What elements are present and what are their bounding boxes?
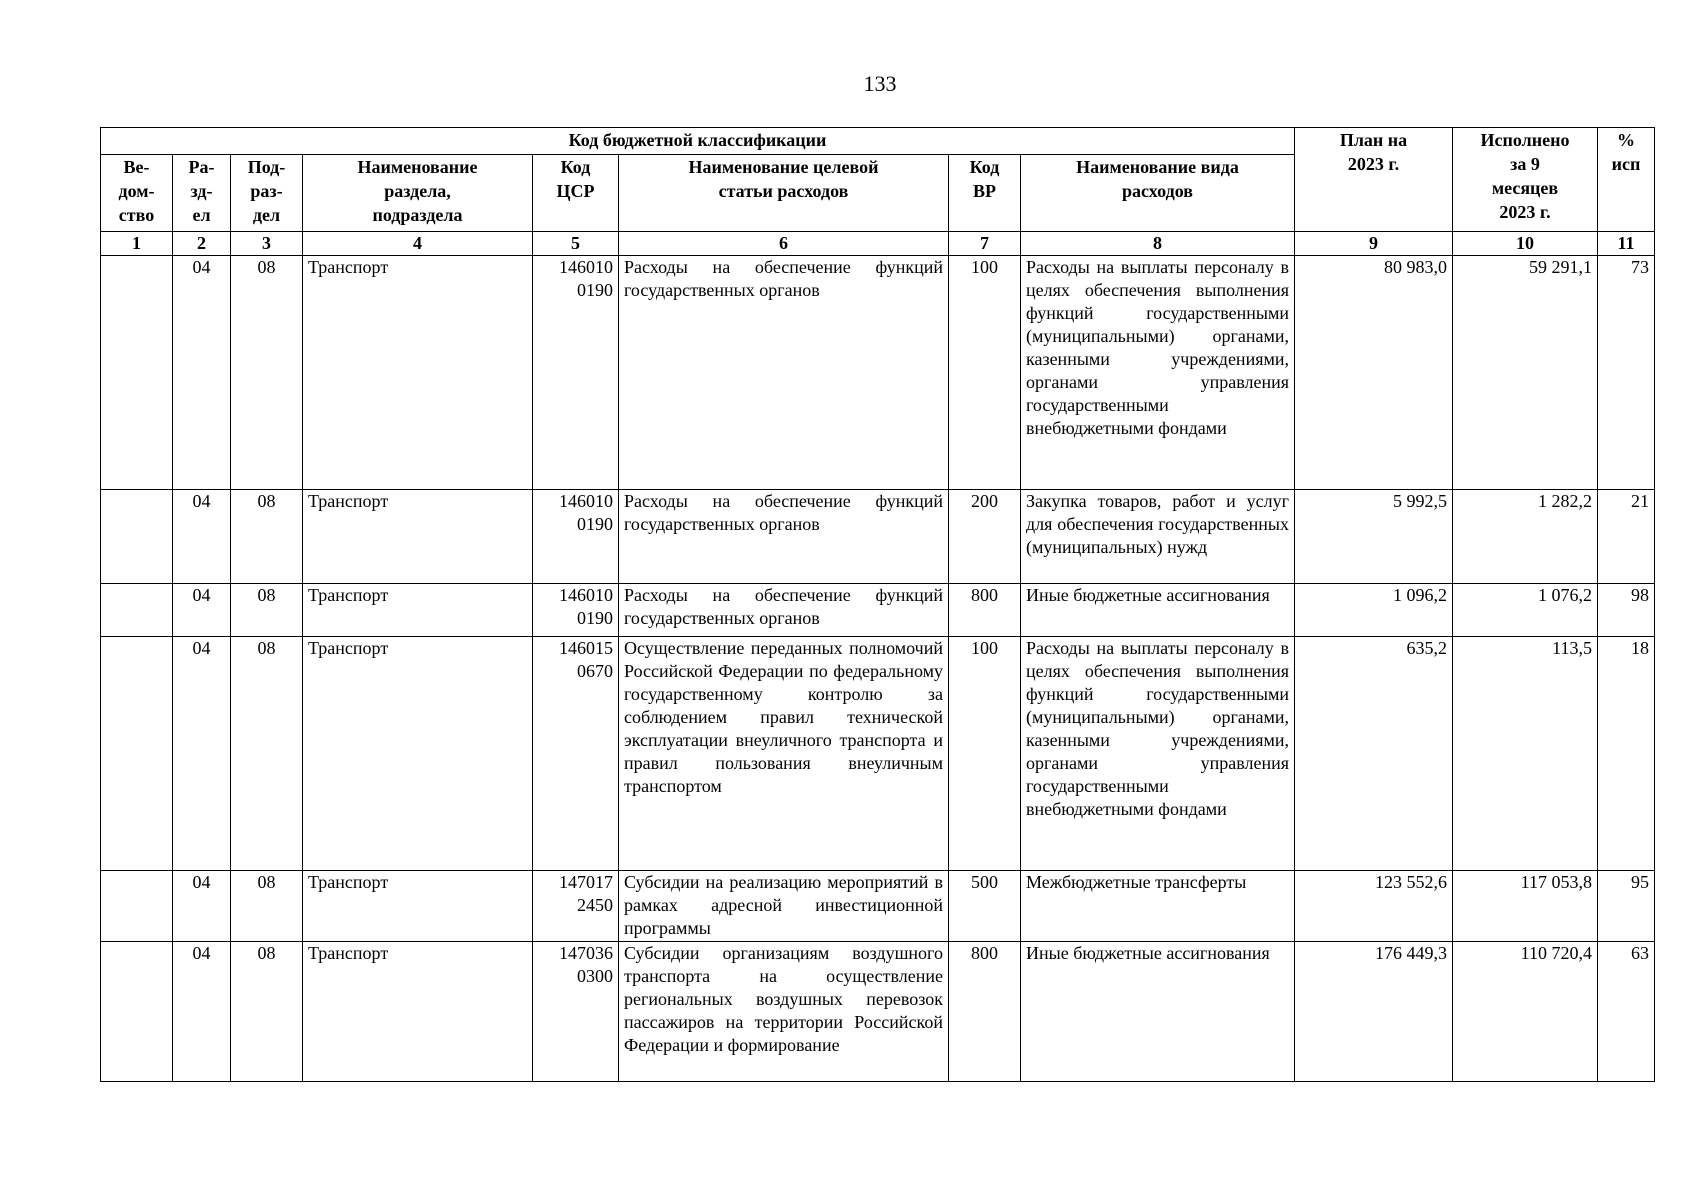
header-group-row [101, 128, 1655, 155]
cell-section-name: Транспорт [303, 871, 533, 942]
header-numbers-row [101, 232, 1655, 256]
cell-csr: 147036 0300 [533, 942, 619, 1082]
cell-section-name: Транспорт [303, 490, 533, 584]
cell-executed: 1 282,2 [1453, 490, 1598, 584]
column-number: 4 [303, 232, 533, 256]
cell-executed: 110 720,4 [1453, 942, 1598, 1082]
cell-podrazdel: 08 [231, 256, 303, 490]
cell-vedomstvo [101, 256, 173, 490]
page-number: 133 [863, 71, 897, 96]
cell-podrazdel: 08 [231, 637, 303, 871]
cell-section-name: Транспорт [303, 637, 533, 871]
column-number: 5 [533, 232, 619, 256]
cell-razdel: 04 [173, 942, 231, 1082]
cell-vr: 800 [949, 942, 1021, 1082]
cell-razdel: 04 [173, 584, 231, 637]
cell-plan: 635,2 [1295, 637, 1453, 871]
cell-percent: 95 [1598, 871, 1655, 942]
column-number: 3 [231, 232, 303, 256]
cell-vedomstvo [101, 490, 173, 584]
header-section-name: Наименование раздела, подраздела [303, 155, 533, 232]
column-number: 11 [1598, 232, 1655, 256]
table-row [101, 256, 1655, 490]
cell-section-name: Транспорт [303, 584, 533, 637]
cell-csr: 146010 0190 [533, 490, 619, 584]
cell-vr: 100 [949, 637, 1021, 871]
cell-expense-type: Закупка товаров, работ и услуг для обеспечения государственных (муниципальных) нужд [1021, 490, 1295, 584]
cell-vr: 500 [949, 871, 1021, 942]
cell-podrazdel: 08 [231, 942, 303, 1082]
cell-expense-type: Расходы на выплаты персоналу в целях обеспечения выполнения функций государственными (муниципальными) органами, казенными учреждениями, органами управления государственными внебюджетными фондами [1021, 637, 1295, 871]
cell-target-name: Расходы на обеспечение функций государственных органов [619, 256, 949, 490]
header-csr: Код ЦСР [533, 155, 619, 232]
cell-section-name: Транспорт [303, 942, 533, 1082]
cell-expense-type: Расходы на выплаты персоналу в целях обеспечения выполнения функций государственными (муниципальными) органами, казенными учреждениями, органами управления государственными внебюджетными фондами [1021, 256, 1295, 490]
cell-podrazdel: 08 [231, 871, 303, 942]
header-budget-classification: Код бюджетной классификации [101, 128, 1295, 155]
header-vedomstvo: Ве- дом- ство [101, 155, 173, 232]
cell-csr: 146015 0670 [533, 637, 619, 871]
cell-percent: 73 [1598, 256, 1655, 490]
cell-podrazdel: 08 [231, 490, 303, 584]
column-number: 10 [1453, 232, 1598, 256]
cell-vr: 800 [949, 584, 1021, 637]
table-row [101, 871, 1655, 942]
cell-executed: 113,5 [1453, 637, 1598, 871]
column-number: 8 [1021, 232, 1295, 256]
cell-executed: 59 291,1 [1453, 256, 1598, 490]
cell-percent: 63 [1598, 942, 1655, 1082]
cell-plan: 123 552,6 [1295, 871, 1453, 942]
column-number: 6 [619, 232, 949, 256]
cell-razdel: 04 [173, 256, 231, 490]
cell-executed: 1 076,2 [1453, 584, 1598, 637]
cell-podrazdel: 08 [231, 584, 303, 637]
cell-razdel: 04 [173, 871, 231, 942]
cell-target-name: Осуществление переданных полномочий Российской Федерации по федеральному государственному контролю за соблюдением правил технической эксплуатации внеуличного транспорта и правил пользования внеуличным транспортом [619, 637, 949, 871]
table-row [101, 584, 1655, 637]
cell-percent: 18 [1598, 637, 1655, 871]
header-percent: % исп [1598, 128, 1655, 232]
budget-table [100, 127, 1655, 1082]
cell-expense-type: Иные бюджетные ассигнования [1021, 942, 1295, 1082]
cell-percent: 98 [1598, 584, 1655, 637]
table-row [101, 637, 1655, 871]
cell-vedomstvo [101, 637, 173, 871]
cell-percent: 21 [1598, 490, 1655, 584]
cell-expense-type: Иные бюджетные ассигнования [1021, 584, 1295, 637]
column-number: 9 [1295, 232, 1453, 256]
cell-target-name: Расходы на обеспечение функций государственных органов [619, 490, 949, 584]
header-executed: Исполнено за 9 месяцев 2023 г. [1453, 128, 1598, 232]
cell-vedomstvo [101, 871, 173, 942]
cell-expense-type: Межбюджетные трансферты [1021, 871, 1295, 942]
cell-vr: 100 [949, 256, 1021, 490]
header-expense-type: Наименование вида расходов [1021, 155, 1295, 232]
cell-vedomstvo [101, 942, 173, 1082]
cell-target-name: Субсидии на реализацию мероприятий в рамках адресной инвестиционной программы [619, 871, 949, 942]
cell-vr: 200 [949, 490, 1021, 584]
cell-plan: 80 983,0 [1295, 256, 1453, 490]
table-row [101, 942, 1655, 1082]
cell-razdel: 04 [173, 490, 231, 584]
cell-executed: 117 053,8 [1453, 871, 1598, 942]
column-number: 1 [101, 232, 173, 256]
cell-csr: 146010 0190 [533, 256, 619, 490]
cell-razdel: 04 [173, 637, 231, 871]
cell-plan: 5 992,5 [1295, 490, 1453, 584]
cell-target-name: Расходы на обеспечение функций государственных органов [619, 584, 949, 637]
column-number: 7 [949, 232, 1021, 256]
cell-csr: 146010 0190 [533, 584, 619, 637]
cell-section-name: Транспорт [303, 256, 533, 490]
header-plan: План на 2023 г. [1295, 128, 1453, 232]
cell-plan: 176 449,3 [1295, 942, 1453, 1082]
header-razdel: Ра- зд- ел [173, 155, 231, 232]
cell-plan: 1 096,2 [1295, 584, 1453, 637]
cell-vedomstvo [101, 584, 173, 637]
column-number: 2 [173, 232, 231, 256]
header-vr: Код ВР [949, 155, 1021, 232]
cell-target-name: Субсидии организациям воздушного транспорта на осуществление региональных воздушных перевозок пассажиров на территории Российской Федерации и формирование [619, 942, 949, 1082]
cell-csr: 147017 2450 [533, 871, 619, 942]
table-row [101, 490, 1655, 584]
header-podrazdel: Под- раз- дел [231, 155, 303, 232]
header-target-name: Наименование целевой статьи расходов [619, 155, 949, 232]
